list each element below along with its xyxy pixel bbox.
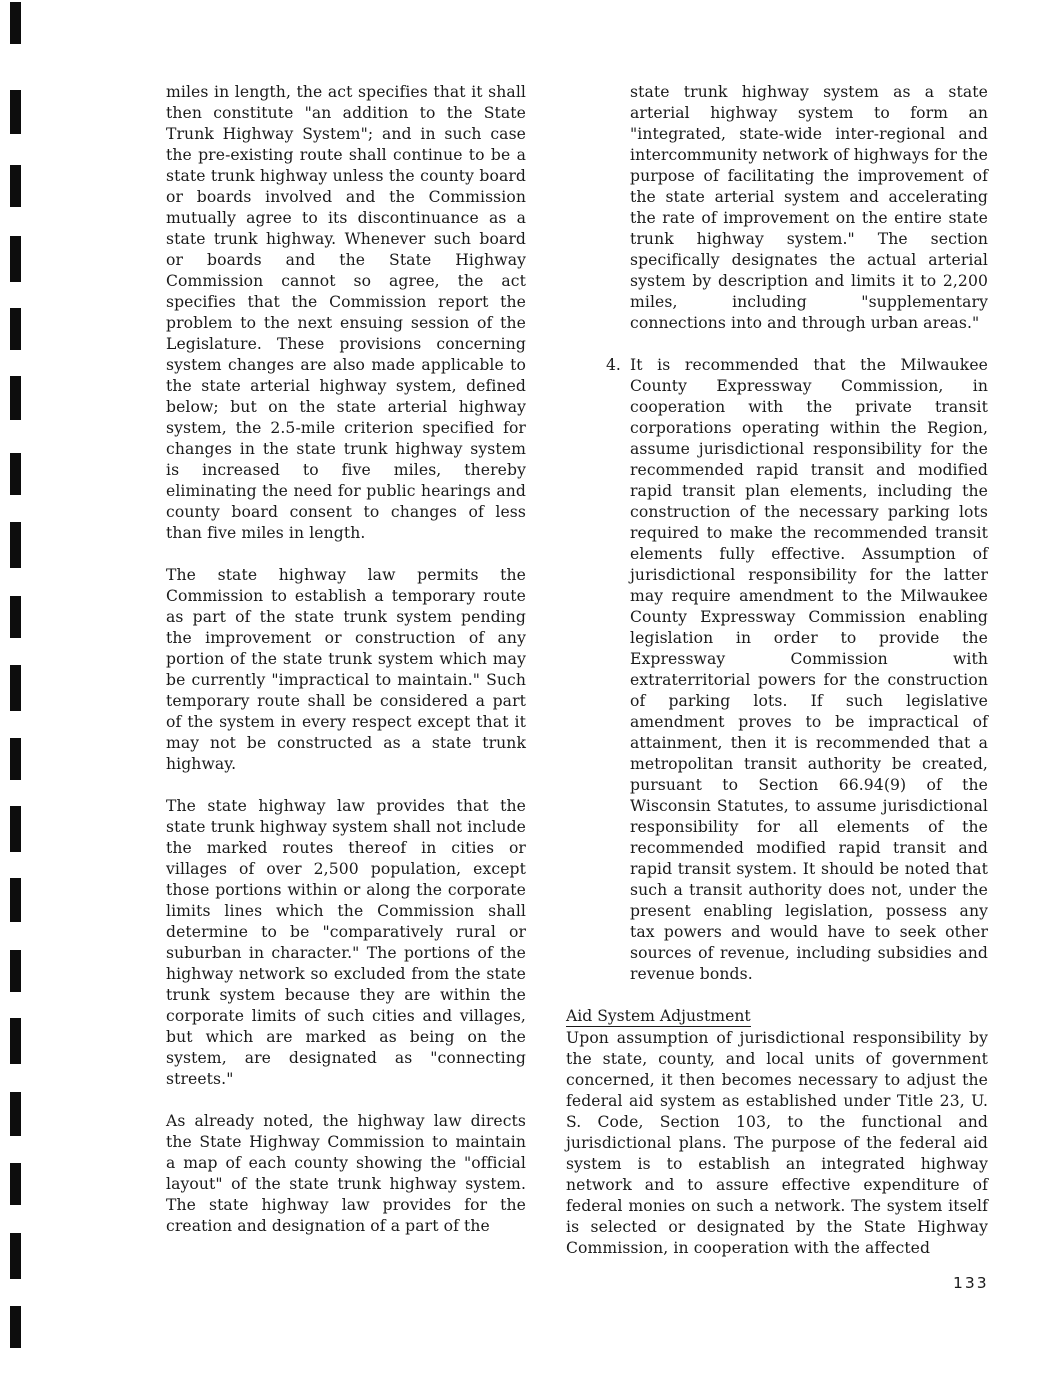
binding-mark [10, 1306, 21, 1348]
binding-mark [10, 806, 21, 852]
paragraph-aid-system: Upon assumption of jurisdictional responsibility by the state, county, and local units of government concerned, it then becomes necessary to adjust the federal aid system as established under Title 23, U. S. Code, Section 103, to the functional and jurisdictional plans. The purpose of the federal aid system is to establish an integrated highway network and to assure effective expenditure of federal monies on such a network. The system itself is selected or designated by the State Highway Commission, in cooperation with the affected [566, 1029, 988, 1257]
binding-mark [10, 1092, 21, 1136]
binding-mark [10, 950, 21, 992]
paragraph-official-layout: As already noted, the highway law directs the State Highway Commission to maintain a map of each county showing the "official layout" of the state trunk highway system. The state highway law provides for the creation and designation of a part of the [166, 1112, 526, 1235]
binding-mark [10, 665, 21, 711]
binding-mark [10, 1163, 21, 1205]
paragraph-temporary-route: The state highway law permits the Commission to establish a temporary route as part of the state trunk system pending the improvement or construction of any portion of the state trunk system which may be currently "impractical to maintain." Such temporary route shall be considered a part of the system in every respect except that it may not be constructed as a state trunk highway. [166, 566, 526, 773]
binding-mark [10, 878, 21, 922]
binding-mark [10, 596, 21, 638]
binding-mark [10, 236, 21, 282]
binding-mark [10, 738, 21, 780]
page-number: 133 [953, 1274, 989, 1292]
paragraph-connecting-streets: The state highway law provides that the state trunk highway system shall not include the marked routes thereof in cities or villages of over 2,500 population, except those portions within or along the corporate limits lines which the Commission shall determine to be "comparatively rural or suburban in character." The portions of the highway network so excluded from the state trunk system because they are within the corporate limits of such cities and villages, but which are marked as being on the system, are designated as "connecting streets." [166, 797, 526, 1088]
recommendation-text: It is recommended that the Milwaukee County Expressway Commission, in cooperation with the private transit corporations operating within the Region, assume jurisdictional responsibility for the recommended rapid transit and modified rapid transit plan elements, including the construction of the necessary parking lots required to make the recommended transit elements fully effective. Assumption of jurisdictional responsibility for the latter may require amendment to the Milwaukee County Expressway Commission enabling legislation in order to provide the Expressway Commission with extraterritorial powers for the construction of parking lots. If such legislative amendment proves to be impractical of attainment, then it is recommended that a metropolitan transit authority be created, pursuant to Section 66.94(9) of the Wisconsin Statutes, to assume jurisdictional responsibility for all elements of the recommended modified rapid transit and rapid transit system. It should be noted that such a transit authority does not, under the present enabling legislation, possess any tax powers and would have to seek other sources of revenue, including subsidies and revenue bonds. [630, 356, 988, 983]
binding-mark [10, 376, 21, 420]
binding-mark [10, 2, 21, 44]
binding-mark [10, 165, 21, 207]
paragraph-system-changes: miles in length, the act specifies that it shall then constitute "an addition to the State Trunk Highway System"; and in such case the pre-existing route shall continue to be a state trunk highway unless the county board or boards involved and the Commission mutually agree to its discontinuance as a state trunk highway. Whenever such board or boards and the State Highway Commission cannot so agree, the act specifies that the Commission report the problem to the next ensuing session of the Legislature. These provisions concerning system changes are also made applicable to the state arterial highway system, defined below; but on the state arterial highway system, the 2.5-mile criterion specified for changes in the state trunk highway system is increased to five miles, thereby eliminating the need for public hearings and county board consent to changes of less than five miles in length. [166, 83, 526, 542]
paragraph-arterial-system: state trunk highway system as a state arterial highway system to form an "integrated, state-wide inter-regional and intercommunity network of highways for the purpose of facilitating the improvement of the state arterial system and accelerating the rate of improvement on the entire state trunk highway system." The section specifically designates the actual arterial system by description and limits it to 2,200 miles, including "supplementary connections into and through urban areas." [630, 83, 988, 332]
binding-mark [10, 308, 21, 350]
binding-mark [10, 1233, 21, 1279]
item-number: 4. [606, 356, 621, 374]
binding-mark [10, 90, 21, 134]
binding-mark [10, 1018, 21, 1064]
recommendation-item-4 [566, 355, 988, 985]
binding-mark [10, 453, 21, 495]
right-column [566, 82, 988, 1259]
section-heading: Aid System Adjustment [566, 1007, 751, 1025]
binding-margin [10, 0, 22, 1380]
left-column [166, 82, 526, 1237]
binding-mark [10, 522, 21, 568]
